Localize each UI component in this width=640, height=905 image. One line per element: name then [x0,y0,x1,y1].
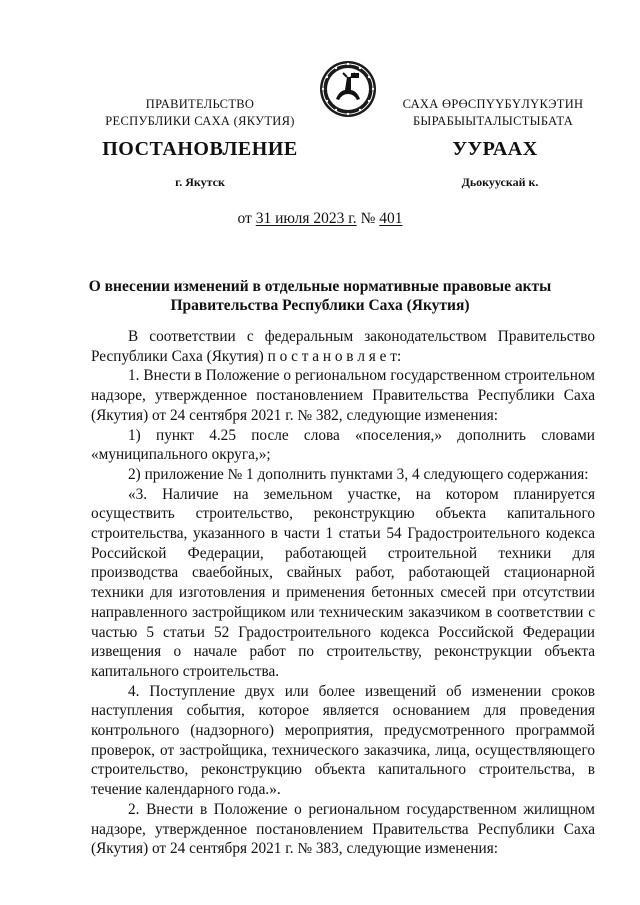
header-left-line2: РЕСПУБЛИКИ САХА (ЯКУТИЯ) [105,114,295,128]
doc-type-sakha: УУРААХ [452,138,538,160]
header-left [95,96,305,130]
date-prefix: от [237,210,252,227]
paragraph: 4. Поступление двух или более извещений об изменении сроков наступления события, которое является основанием для проведения контрольного (надзорного) мероприятия, предусмотренного программой проверок, от застройщика, технического заказчика, лица, осуществляющего строительство, реконструкцию объекта капитального строительства, в течение календарного года.». [91,682,595,799]
paragraph: 2) приложение № 1 дополнить пунктами 3, 4 следующего содержания: [128,465,589,483]
paragraph: В соответствии с федеральным законодательством Правительство Республики Саха (Якутия) п о с т а н о в л я е т: [91,328,595,365]
paragraph: 2. Внести в Положение о региональном государственном жилищном надзоре, утвержденное постановлением Правительства Республики Саха (Якутия) от 24 сентября 2021 г. № 383, следующие изменения: [91,800,595,858]
document-number: 401 [379,210,403,227]
paragraph: 1) пункт 4.25 после слова «поселения,» дополнить словами «муниципального округа,»; [91,426,595,464]
document-body [91,327,595,859]
paragraph: 1. Внести в Положение о региональном государственном строительном надзоре, утвержденное постановлением Правительства Республики Саха (Якутия) от 24 сентября 2021 г. № 382, следующие изменения: [91,367,595,424]
header-left-line1: ПРАВИТЕЛЬСТВО [145,97,255,111]
date-line [0,210,640,228]
city-ru: г. Якутск [175,175,225,189]
doc-type-ru: ПОСТАНОВЛЕНИЕ [102,138,298,160]
header-right-line2: БЫРАБЫЫТАЛЫСТЫБАТА [412,114,574,128]
title-line1: О внесении изменений в отдельные нормативные правовые акты [88,278,552,295]
title-line2: Правительства Республики Саха (Якутия) [170,297,470,314]
document-date: 31 июля 2023 г. [255,210,357,227]
city-sakha: Дьокуускай к. [461,175,539,189]
coat-of-arms-emblem [318,59,378,119]
paragraph: «3. Наличие на земельном участке, на котором планируется осуществить строительство, реконструкцию объекта капитального строительства, указанного в части 1 статьи 54 Градостроительного кодекса Российской Федерации, работающей строительной техники для производства сваебойных, свайных работ, работающей стационарной техники для изготовления и применения бетонных смесей при отсутствии направленного застройщиком или техническим заказчиком в соответствии с частью 5 статьи 52 Градостроительного кодекса Российской Федерации извещения о начале работ по строительству, реконструкции объекта капитального строительства. [91,485,595,680]
header-right-line1: САХА ӨРӨСПҮҮБҮЛҮКЭТИН [402,97,584,111]
document-title [60,277,580,315]
number-sign: № [360,210,376,227]
header-right [383,96,603,130]
